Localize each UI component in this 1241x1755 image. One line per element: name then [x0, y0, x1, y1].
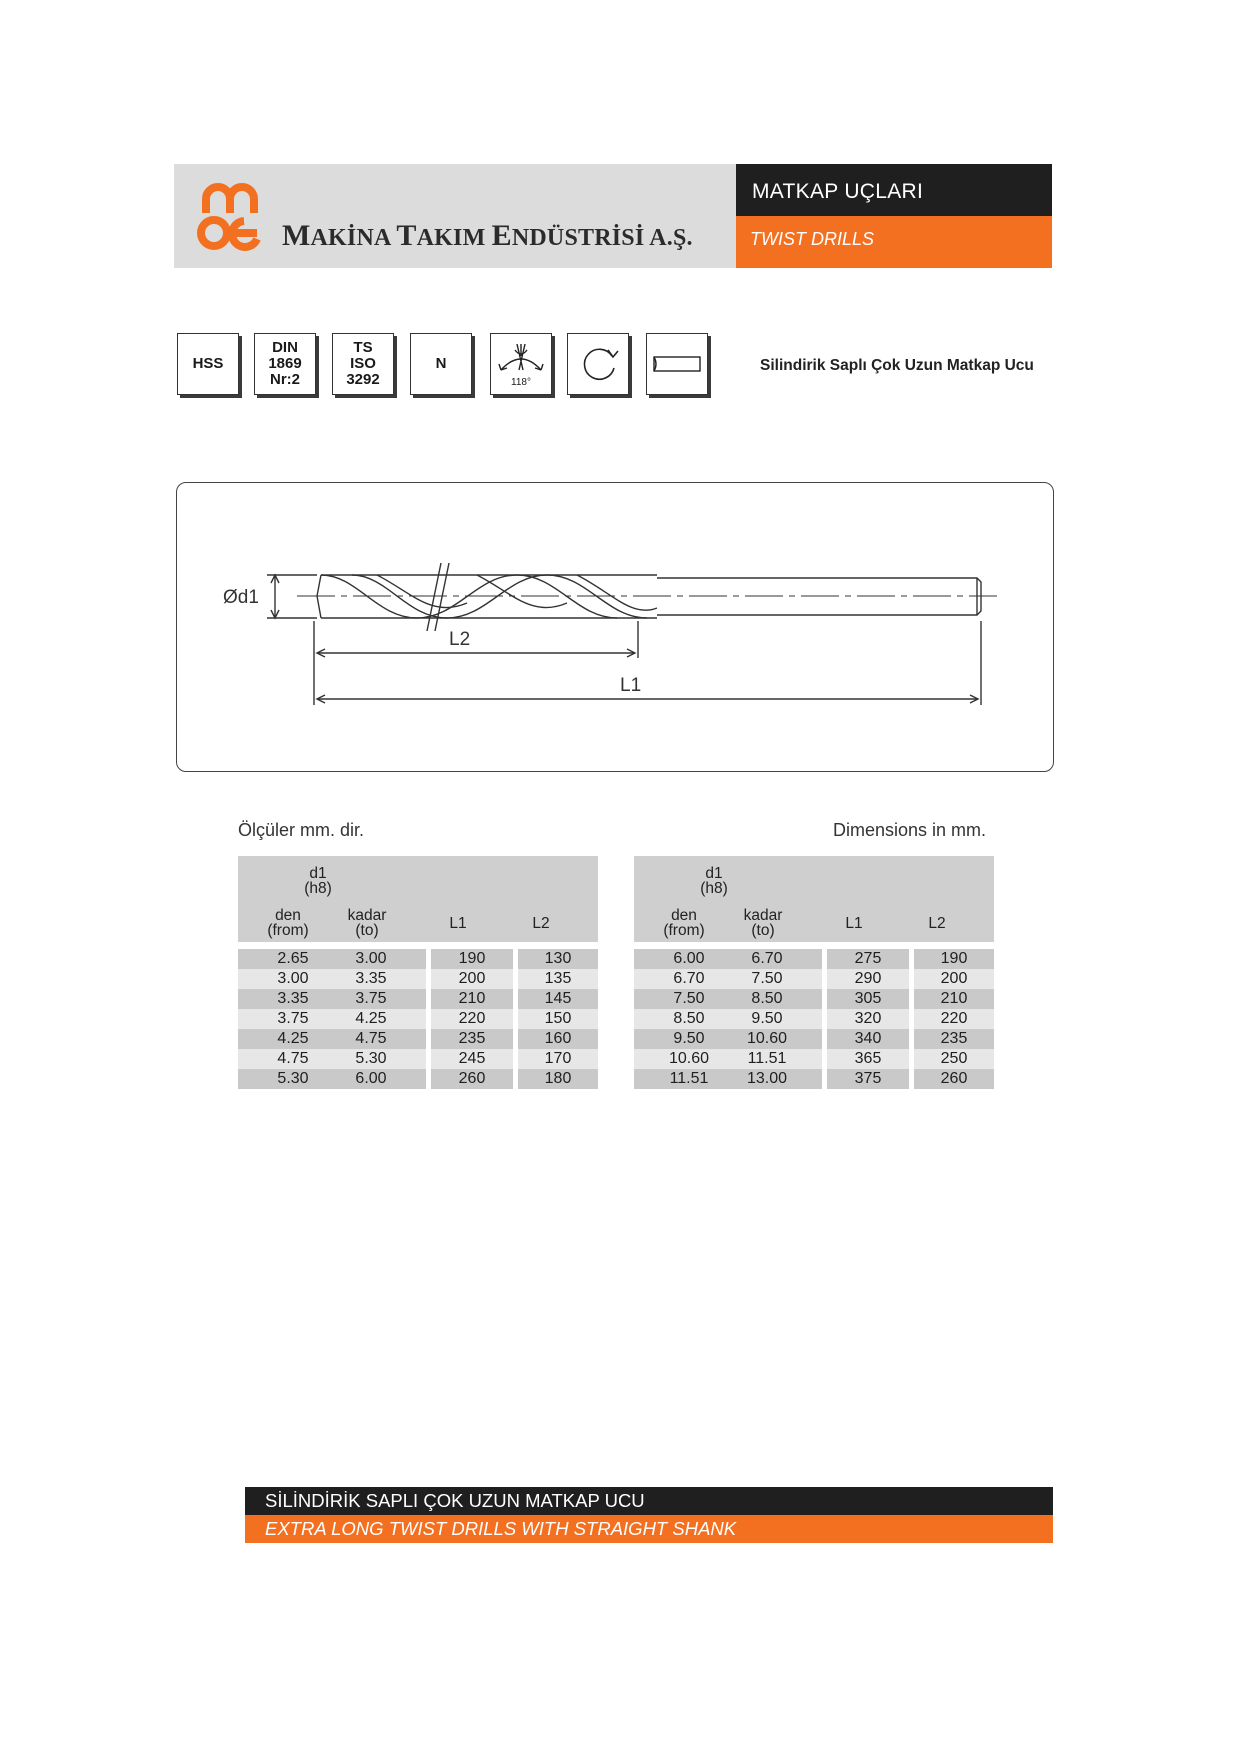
table-cell: 200: [914, 969, 994, 989]
spec-din: DIN 1869 Nr:2: [254, 333, 316, 395]
table-row: 3.75 4.25: [238, 1009, 426, 1029]
caption-en: Dimensions in mm.: [833, 820, 987, 840]
table-cell: 190: [431, 949, 513, 969]
l2-column: [914, 949, 994, 1094]
table-row: 9.50 10.60: [634, 1029, 822, 1049]
table-cell: 160: [518, 1029, 598, 1049]
spec-type-n: N: [410, 333, 472, 395]
point-angle-icon: 118°: [490, 333, 552, 395]
table-row: 2.65 3.00: [238, 949, 426, 969]
l2-label: L2: [449, 629, 471, 650]
l2-header: L2: [532, 915, 550, 932]
table-cell: 235: [431, 1029, 513, 1049]
footer-title: SİLİNDİRİK SAPLI ÇOK UZUN MATKAP UCU: [265, 1490, 645, 1511]
caption-tr: Ölçüler mm. dir.: [238, 820, 365, 840]
table-cell: 150: [518, 1009, 598, 1029]
table-cell: 210: [431, 989, 513, 1009]
l1-label: L1: [620, 675, 642, 696]
table-cell: 245: [431, 1049, 513, 1069]
table-row: 4.75 5.30: [238, 1049, 426, 1069]
d1-range-column: [238, 949, 426, 1094]
d1-header: d1 (h8): [700, 865, 728, 897]
l2-header: L2: [928, 915, 946, 932]
from-header: den (from): [267, 907, 309, 939]
table-cell: 320: [827, 1009, 909, 1029]
to-header: kadar (to): [743, 907, 783, 939]
table-cell: 145: [518, 989, 598, 1009]
straight-shank-icon: [646, 333, 708, 395]
spec-hss: HSS: [177, 333, 239, 395]
from-header: den (from): [663, 907, 705, 939]
dimension-table-1: [238, 856, 598, 1094]
l1-header: L1: [845, 915, 863, 932]
table-cell: 260: [431, 1069, 513, 1089]
footer-subtitle: EXTRA LONG TWIST DRILLS WITH STRAIGHT SHANK: [265, 1518, 737, 1539]
l2-column: [518, 949, 598, 1094]
table-cell: 305: [827, 989, 909, 1009]
l1-column: [431, 949, 513, 1094]
diameter-label: Ød1: [223, 587, 259, 608]
table-cell: 365: [827, 1049, 909, 1069]
table-cell: 210: [914, 989, 994, 1009]
table-row: 4.25 4.75: [238, 1029, 426, 1049]
table-cell: 135: [518, 969, 598, 989]
table-row: 10.60 11.51: [634, 1049, 822, 1069]
dimension-table-2: [634, 856, 994, 1094]
table-cell: 250: [914, 1049, 994, 1069]
category-subtitle: TWIST DRILLS: [750, 229, 875, 249]
table-row: 7.50 8.50: [634, 989, 822, 1009]
table-cell: 220: [431, 1009, 513, 1029]
table-cell: 220: [914, 1009, 994, 1029]
table-row: 3.00 3.35: [238, 969, 426, 989]
table-cell: 340: [827, 1029, 909, 1049]
company-name: MAKİNA TAKIM ENDÜSTRİSİ A.Ş.: [282, 219, 693, 252]
table-cell: 200: [431, 969, 513, 989]
table-cell: 130: [518, 949, 598, 969]
table-cell: 235: [914, 1029, 994, 1049]
table-cell: 260: [914, 1069, 994, 1089]
to-header: kadar (to): [347, 907, 387, 939]
table-cell: 375: [827, 1069, 909, 1089]
category-title: MATKAP UÇLARI: [752, 180, 924, 203]
table-row: 6.70 7.50: [634, 969, 822, 989]
product-description: Silindirik Saplı Çok Uzun Matkap Ucu: [760, 357, 1034, 374]
table-cell: 170: [518, 1049, 598, 1069]
company-logo-icon: [196, 177, 270, 253]
spec-ts-iso: TS ISO 3292: [332, 333, 394, 395]
table-cell: 275: [827, 949, 909, 969]
l1-header: L1: [449, 915, 467, 932]
table-cell: 290: [827, 969, 909, 989]
rotation-icon: [567, 333, 629, 395]
table-cell: 180: [518, 1069, 598, 1089]
table-cell: 190: [914, 949, 994, 969]
technical-drawing-frame: [176, 482, 1054, 772]
twist-drill-drawing: [177, 483, 1053, 771]
table-row: 8.50 9.50: [634, 1009, 822, 1029]
l1-column: [827, 949, 909, 1094]
d1-range-column: [634, 949, 822, 1094]
d1-header: d1 (h8): [304, 865, 332, 897]
table-row: 6.00 6.70: [634, 949, 822, 969]
table-row: 11.51 13.00: [634, 1069, 822, 1089]
table-row: 3.35 3.75: [238, 989, 426, 1009]
table-row: 5.30 6.00: [238, 1069, 426, 1089]
